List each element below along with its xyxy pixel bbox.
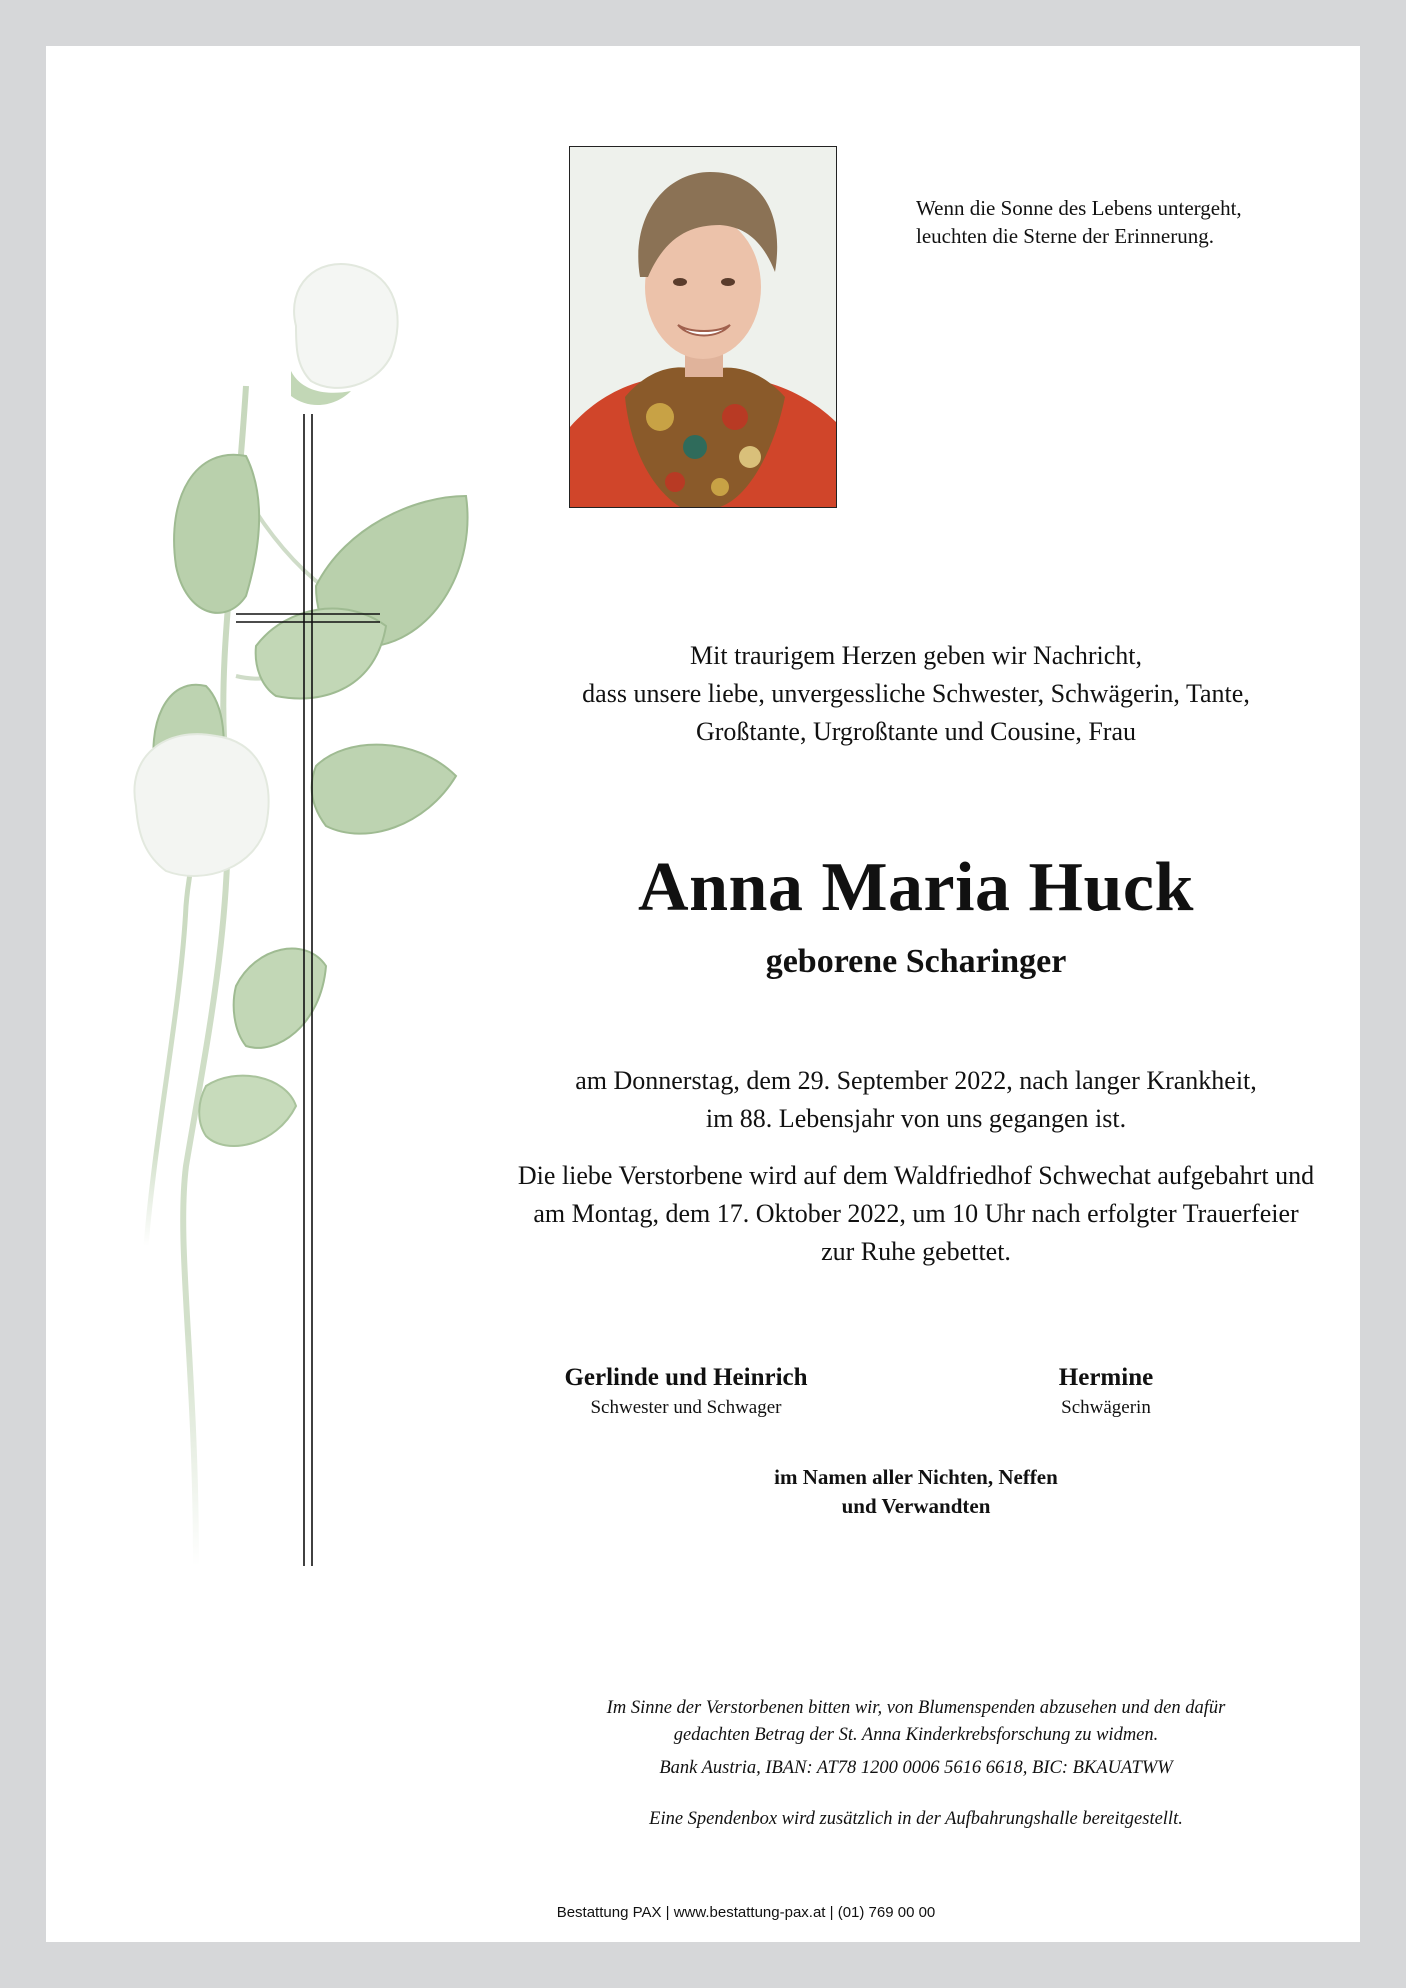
motto-quote (916, 194, 1336, 250)
motto-line-2: leuchten die Sterne der Erinnerung. (916, 224, 1214, 248)
announcement (466, 637, 1366, 751)
mourner-2 (1006, 1362, 1206, 1422)
mourner-relation: Schwägerin (1061, 1397, 1151, 1418)
burial-notice-line-1: Die liebe Verstorbene wird auf dem Waldfriedhof Schwechat aufgebahrt und (517, 1161, 1315, 1190)
footer-contact: Bestattung PAX | www.bestattung-pax.at | (01) 769 00 00 (556, 1904, 936, 1921)
death-notice-line-1: am Donnerstag, dem 29. September 2022, nach langer Krankheit, (575, 1066, 1257, 1095)
announcement-line-2: dass unsere liebe, unvergessliche Schwester, Schwägerin, Tante, (582, 679, 1250, 708)
obituary-card (46, 46, 1360, 1942)
mourner-relation: Schwester und Schwager (590, 1397, 782, 1418)
mourner-name: Hermine (1058, 1364, 1154, 1391)
birth-name: geborene Scharinger (765, 943, 1067, 980)
burial-notice-line-3: zur Ruhe gebettet. (821, 1237, 1011, 1266)
burial-notice-line-2: am Montag, dem 17. Oktober 2022, um 10 Uhr nach erfolgter Trauerfeier (533, 1199, 1299, 1228)
burial-notice (426, 1157, 1406, 1271)
donation-box-note: Eine Spendenbox wird zusätzlich in der Aufbahrungshalle bereitgestellt. (649, 1809, 1183, 1829)
death-notice-line-2: im 88. Lebensjahr von uns gegangen ist. (705, 1104, 1127, 1133)
rose-decoration-icon (86, 246, 506, 1766)
death-notice (466, 1062, 1366, 1138)
mourner-name: Gerlinde und Heinrich (564, 1364, 808, 1391)
on-behalf-of (666, 1463, 1166, 1521)
announcement-line-3: Großtante, Urgroßtante und Cousine, Frau (696, 717, 1136, 746)
motto-line-1: Wenn die Sonne des Lebens untergeht, (916, 196, 1242, 220)
bank-details: Bank Austria, IBAN: AT78 1200 0006 5616 6618, BIC: BKAUATWW (659, 1758, 1173, 1778)
portrait-photo (569, 146, 837, 508)
behalf-line-2: und Verwandten (841, 1494, 991, 1518)
deceased-name: Anna Maria Huck (638, 849, 1194, 926)
announcement-line-1: Mit traurigem Herzen geben wir Nachricht, (690, 641, 1142, 670)
donation-line-1: Im Sinne der Verstorbenen bitten wir, von Blumenspenden abzusehen und den dafür (606, 1698, 1226, 1718)
portrait-image-icon (570, 147, 836, 507)
behalf-line-1: im Namen aller Nichten, Neffen (774, 1465, 1058, 1489)
donation-line-2: gedachten Betrag der St. Anna Kinderkrebsforschung zu widmen. (673, 1725, 1159, 1745)
mourner-1 (486, 1362, 886, 1422)
donation-notice (466, 1695, 1366, 1833)
